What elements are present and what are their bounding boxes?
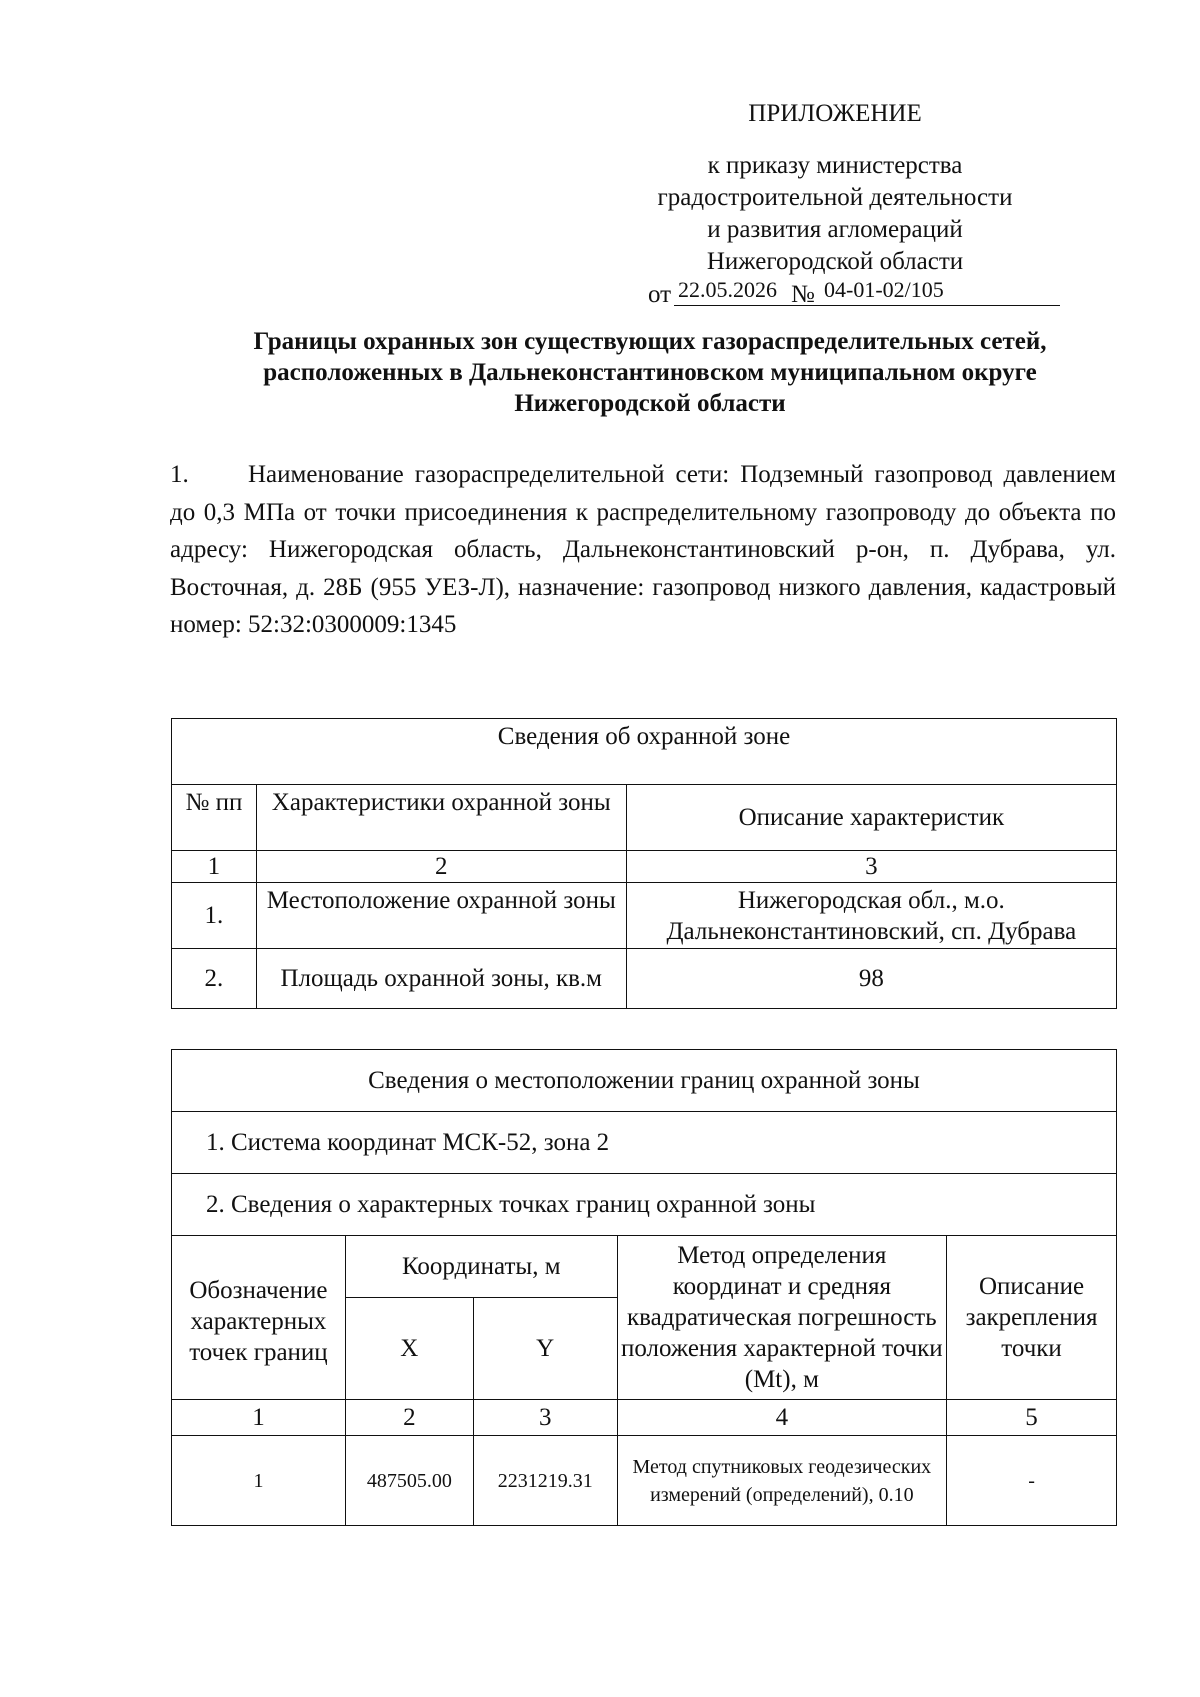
section-heading: 2. Сведения о характерных точках границ охранной зоны xyxy=(172,1174,1117,1236)
description-cell: Нижегородская обл., м.о. Дальнеконстантиновский, сп. Дубрава xyxy=(626,883,1116,949)
table-caption: Сведения о местоположении границ охранной зоны xyxy=(172,1050,1117,1112)
column-number: 2 xyxy=(256,851,626,883)
column-header: Координаты, м xyxy=(345,1236,617,1298)
column-header: Описание характеристик xyxy=(626,785,1116,851)
order-date-number xyxy=(648,278,1118,312)
network-description xyxy=(170,456,1116,644)
column-number: 2 xyxy=(345,1400,473,1436)
appendix-title: ПРИЛОЖЕНИЕ xyxy=(748,100,922,127)
table-row xyxy=(172,949,1117,1009)
table-caption: Сведения об охранной зоне xyxy=(172,719,1117,785)
characteristic-cell: Площадь охранной зоны, кв.м xyxy=(256,949,626,1009)
from-label: от xyxy=(648,281,672,308)
title-line: Границы охранных зон существующих газораспределительных сетей, xyxy=(253,328,1047,355)
appendix-line: к приказу министерства xyxy=(707,152,963,179)
row-number: 1. xyxy=(172,883,257,949)
table-row xyxy=(172,883,1117,949)
paragraph-text: Наименование газораспределительной сети: Подземный газопровод давлением до 0,3 МПа от точки присоединения к распределительному газопроводу до объекта по адресу: Нижегородская область, Дальнеконстантиновский р-он, п. Дубрава, ул. Восточная, д. 28Б (955 УЕЗ-Л), назначение: газопровод низкого давления, кадастровый номер: 52:32:0300009:1345 xyxy=(170,461,1116,638)
column-header: № пп xyxy=(172,785,257,851)
column-header: Обозначение характерных точек границ xyxy=(172,1236,346,1400)
column-header: X xyxy=(345,1298,473,1400)
column-number: 3 xyxy=(626,851,1116,883)
appendix-line: градостроительной деятельности xyxy=(657,184,1013,211)
appendix-reference xyxy=(600,150,1070,278)
coordinate-system: 1. Система координат МСК-52, зона 2 xyxy=(172,1112,1117,1174)
zone-info-table xyxy=(171,718,1117,1009)
title-line: Нижегородской области xyxy=(514,390,786,417)
column-number: 1 xyxy=(172,851,257,883)
method-cell: Метод спутниковых геодезических измерений (определений), 0.10 xyxy=(617,1436,946,1526)
appendix-line: Нижегородской области xyxy=(706,248,964,275)
row-number: 2. xyxy=(172,949,257,1009)
fixing-cell: - xyxy=(947,1436,1117,1526)
characteristic-cell: Местоположение охранной зоны xyxy=(256,883,626,949)
order-date: 22.05.2026 xyxy=(674,276,822,306)
paragraph-number: 1. xyxy=(170,461,189,488)
column-number: 3 xyxy=(473,1400,617,1436)
order-number: 04-01-02/105 xyxy=(820,276,1060,306)
boundary-points-table xyxy=(171,1049,1117,1526)
column-header: Метод определения координат и средняя квадратическая погрешность положения характерной точки (Mt), м xyxy=(617,1236,946,1400)
column-header: Описание закрепления точки xyxy=(947,1236,1117,1400)
title-line: расположенных в Дальнеконстантиновском муниципальном округе xyxy=(263,359,1037,386)
column-number: 5 xyxy=(947,1400,1117,1436)
y-coordinate: 2231219.31 xyxy=(473,1436,617,1526)
appendix-line: и развития агломераций xyxy=(707,216,963,243)
column-header: Y xyxy=(473,1298,617,1400)
point-designation: 1 xyxy=(172,1436,346,1526)
column-header: Характеристики охранной зоны xyxy=(256,785,626,851)
table-row xyxy=(172,1436,1117,1526)
column-number: 1 xyxy=(172,1400,346,1436)
number-label: № xyxy=(791,281,815,308)
description-cell: 98 xyxy=(626,949,1116,1009)
document-title xyxy=(170,326,1130,419)
column-number: 4 xyxy=(617,1400,946,1436)
x-coordinate: 487505.00 xyxy=(345,1436,473,1526)
